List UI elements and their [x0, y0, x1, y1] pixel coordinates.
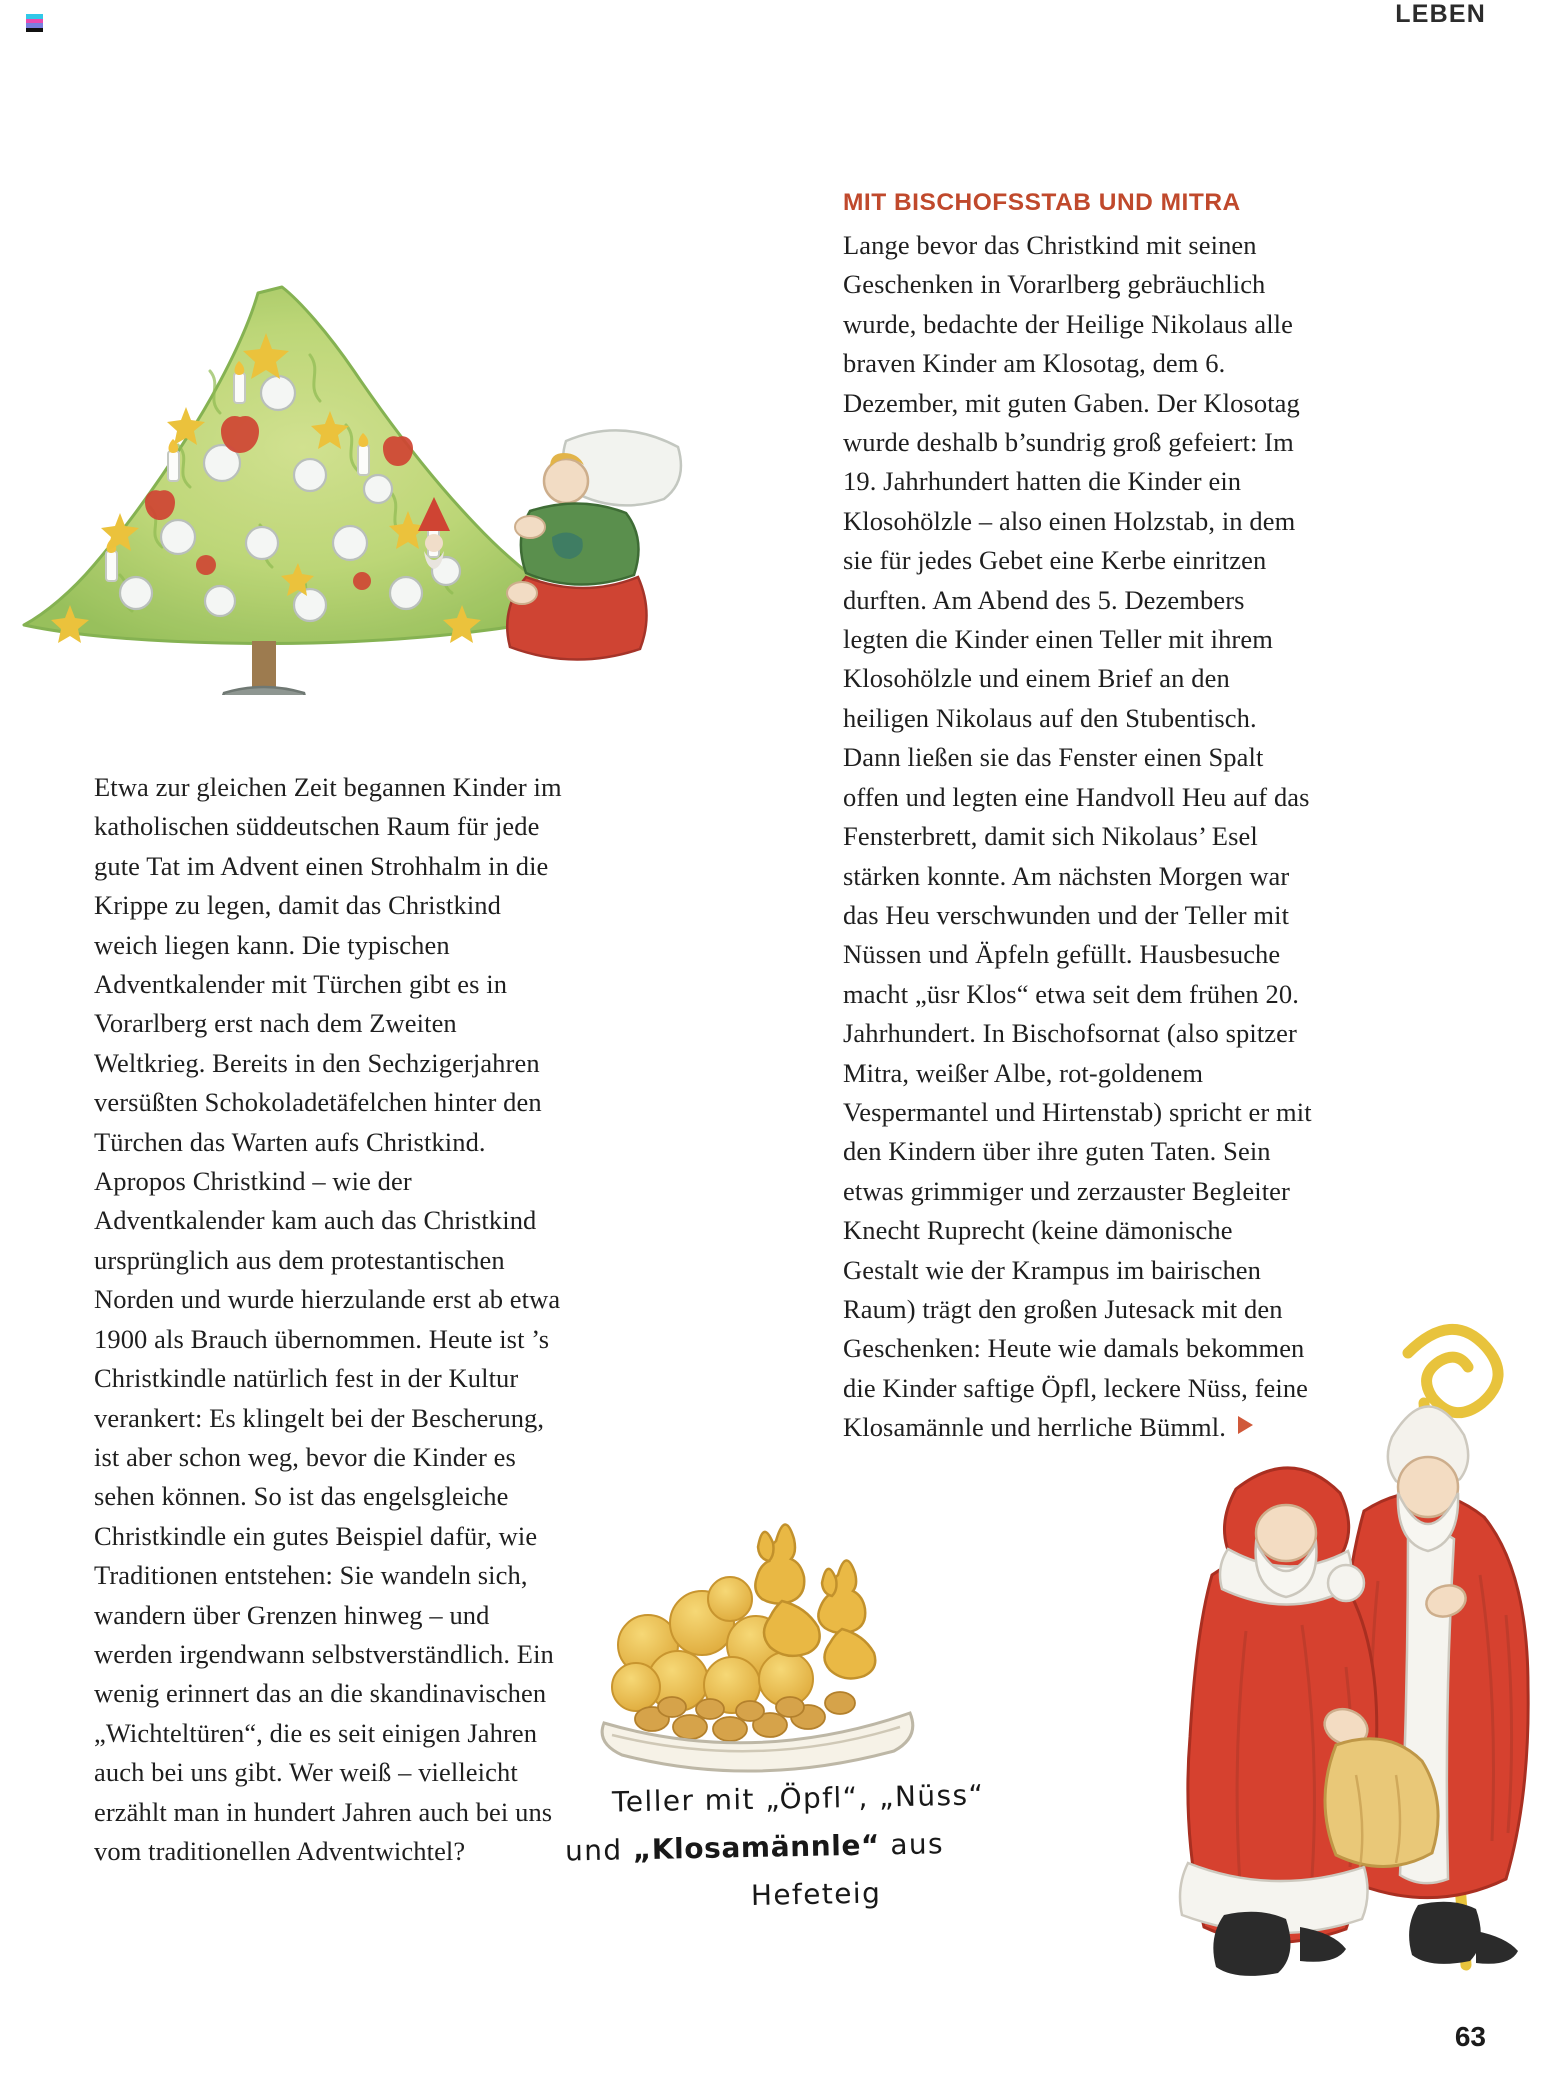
handwritten-caption: [564, 1771, 1037, 1924]
article-left-column: [94, 768, 564, 1871]
section-heading: MIT BISCHOFSSTAB UND MITRA: [843, 189, 1241, 216]
left-column-paragraph: Etwa zur gleichen Zeit begannen Kinder im katholischen süddeutschen Raum für jede gute Tat im Advent einen Strohhalm in die Krippe zu legen, damit das Christkind weich liegen kann. Die typischen Adventkalender mit Türchen gibt es in Vorarlberg erst nach dem Zweiten Weltkrieg. Bereits in den Sechzigerjahren versüßten Schokoladetäfelchen hinter den Türchen das Warten aufs Christkind. Apropos Christkind – wie der Adventkalender kam auch das Christkind ursprünglich aus dem protestantischen Norden und wurde hierzulande erst ab etwa 1900 als Brauch übernommen. Heute ist ’s Christkindle natürlich fest in der Kultur verankert: Es klingelt bei der Bescherung, ist aber schon weg, bevor die Kinder es sehen können. So ist das engelsgleiche Christkindle ein gutes Beispiel dafür, wie Traditionen entstehen: Sie wandeln sich, wandern über Grenzen hinweg – und werden irgendwann selbstverständlich. Ein wenig erinnert das an die skandinavischen „Wichteltüren“, die es seit einigen Jahren auch bei uns gibt. Wer weiß – vielleicht erzählt man in hundert Jahren auch bei uns vom traditionellen Adventwichtel?: [94, 772, 562, 1866]
article-right-column: [843, 226, 1313, 1448]
caption-line-1: Teller mit „Öpfl“, „Nüss“: [611, 1778, 985, 1819]
cmyk-black-swatch: [26, 28, 43, 33]
running-head: LEBEN: [1395, 0, 1486, 28]
caption-line-2-bold: „Klosamännle“: [632, 1828, 881, 1867]
nikolaus-illustration: [1150, 1275, 1550, 1995]
plate-illustration: [590, 1495, 950, 1785]
cmyk-color-bar: [26, 14, 43, 32]
christmas-tree-illustration: [10, 275, 740, 695]
caption-line-3: Hefeteig: [750, 1876, 882, 1912]
caption-line-2-prefix: und: [564, 1833, 634, 1868]
right-column-text: Lange bevor das Christkind mit seinen Geschenken in Vorarlberg gebräuchlich wurde, bedachte der Heilige Nikolaus alle braven Kinder am Klosotag, dem 6. Dezember, mit guten Gaben. Der Klosotag wurde deshalb b’sundrig groß gefeiert: Im 19. Jahrhundert hatten die Kinder ein Klosohölzle – also einen Holzstab, in dem sie für jedes Gebet eine Kerbe einritzen durften. Am Abend des 5. Dezembers legten die Kinder einen Teller mit ihrem Klosohölzle und einem Brief an den heiligen Nikolaus auf den Stubentisch. Dann ließen sie das Fenster einen Spalt offen und legten eine Handvoll Heu auf das Fensterbrett, damit sich Nikolaus’ Esel stärken konnte. Am nächsten Morgen war das Heu verschwunden und der Teller mit Nüssen und Äpfeln gefüllt. Hausbesuche macht „üsr Klos“ etwa seit dem frühen 20. Jahrhundert. In Bischofsornat (also spitzer Mitra, weißer Albe, rot-goldenem Vespermantel und Hirtenstab) spricht er mit den Kindern über ihre guten Taten. Sein etwas grimmiger und zerzauster Begleiter Knecht Ruprecht (keine dämonische Gestalt wie der Krampus im bairischen Raum) trägt den großen Jutesack mit den Geschenken: Heute wie damals bekommen die Kinder saftige Öpfl, leckere Nüss, feine Klosamännle und herrliche Bümml.: [843, 230, 1312, 1443]
page-number: 63: [1454, 2021, 1486, 2052]
right-column-paragraph: [843, 226, 1313, 1448]
caption-line-2-suffix: aus: [879, 1827, 945, 1862]
